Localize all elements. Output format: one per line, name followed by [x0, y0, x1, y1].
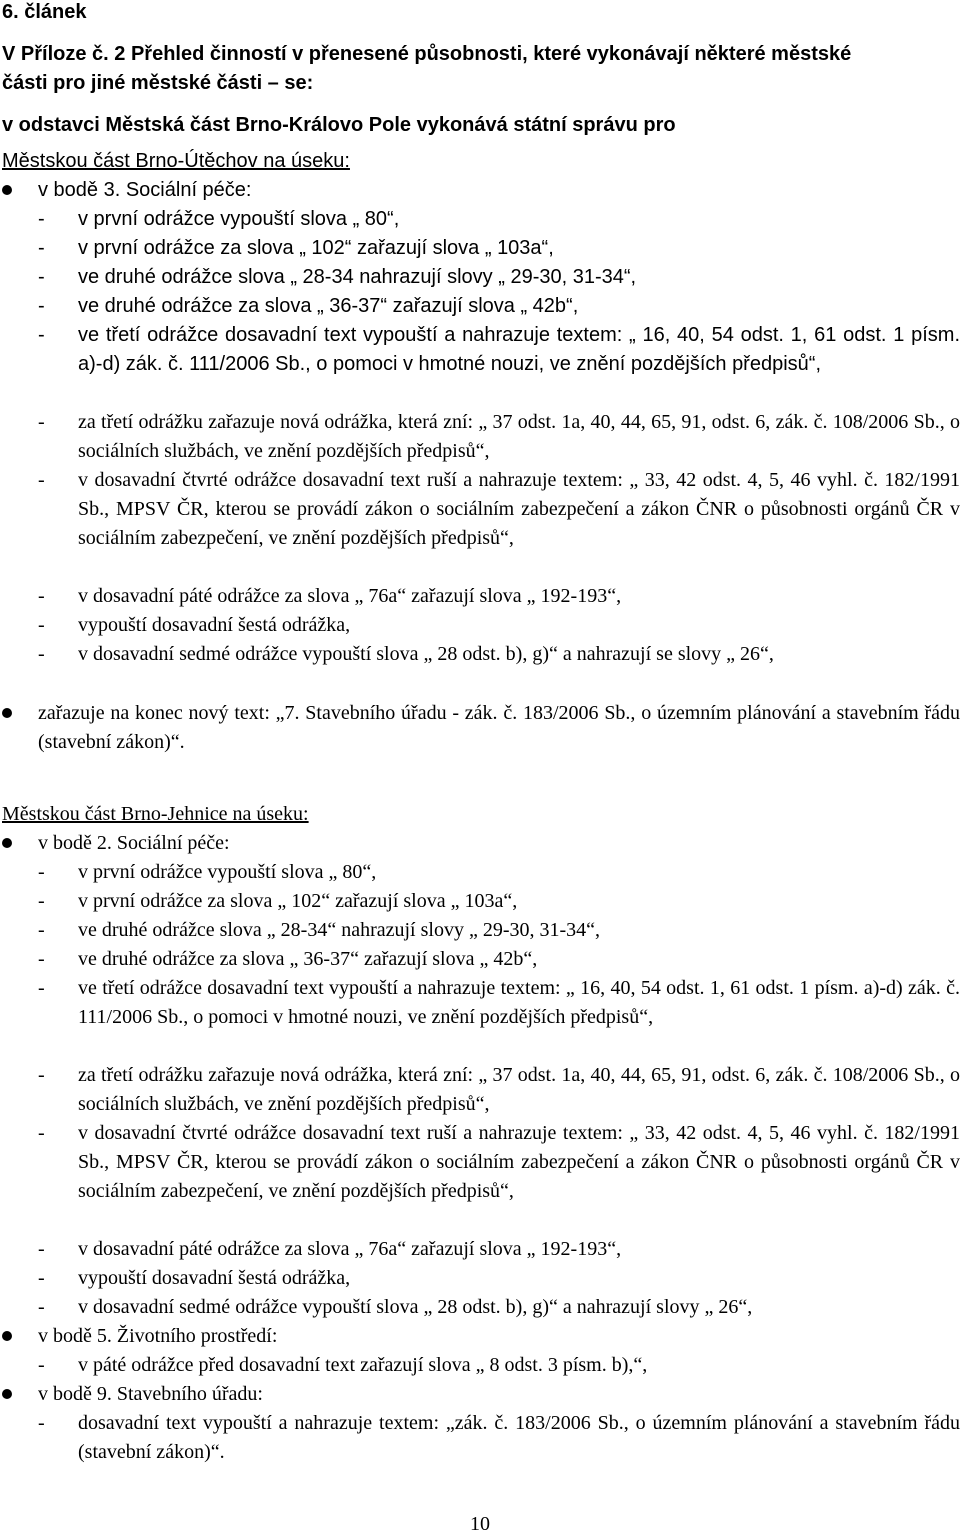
list-item: - za třetí odrážku zařazuje nová odrážka, která zní: „ 37 odst. 1a, 40, 44, 65, 91, odst. 6, zák. č. 108/2006 Sb., o sociálních službách, ve znění pozdějších předpisů“,: [38, 1064, 960, 1115]
list-item: - ve druhé odrážce za slova „ 36-37“ zařazují slova „ 42b“,: [38, 948, 538, 970]
section-title-utechov: Městskou část Brno-Útěchov na úseku:: [2, 150, 350, 172]
list-item: - ve třetí odrážce dosavadní text vypouští a nahrazuje textem: „ 16, 40, 54 odst. 1, 61 odst. 1 písm. a)-d) zák. č. 111/2006 Sb., o pomoci v hmotné nouzi, ve znění pozdějších předpisů“,: [38, 977, 960, 1028]
list-item: - za třetí odrážku zařazuje nová odrážka, která zní: „ 37 odst. 1a, 40, 44, 65, 91, odst. 6, zák. č. 108/2006 Sb., o sociálních službách, ve znění pozdějších předpisů“,: [38, 411, 960, 462]
bullet: [2, 1389, 12, 1399]
list-item: - v páté odrážce před dosavadní text zařazují slova „ 8 odst. 3 písm. b),“,: [38, 1354, 648, 1376]
bullet: [2, 708, 12, 718]
point-label: v bodě 9. Stavebního úřadu:: [38, 1383, 263, 1405]
bullet: [2, 185, 12, 195]
list-item: - v dosavadní sedmé odrážce vypouští slova „ 28 odst. b), g)“ a nahrazují se slovy „ 26“,: [38, 643, 774, 665]
list-item: - ve druhé odrážce za slova „ 36-37“ zařazují slova „ 42b“,: [38, 295, 579, 317]
list-item: - ve druhé odrážce slova „ 28-34 nahrazují slovy „ 29-30, 31-34“,: [38, 266, 637, 288]
bullet: [2, 1331, 12, 1341]
list-item: - v první odrážce za slova „ 102“ zařazují slova „ 103a“,: [38, 890, 518, 912]
list-item: - ve třetí odrážce dosavadní text vypouští a nahrazuje textem: „ 16, 40, 54 odst. 1, 61 odst. 1 písm. a)-d) zák. č. 111/2006 Sb., o pomoci v hmotné nouzi, ve znění pozdějších předpisů“,: [38, 324, 960, 375]
list-item: - v první odrážce vypouští slova „ 80“,: [38, 861, 377, 883]
list-item: - v dosavadní čtvrté odrážce dosavadní text ruší a nahrazuje textem: „ 33, 42 odst. 4, 5, 46 vyhl. č. 182/1991 Sb., MPSV ČR, kterou se provádí zákon o sociálním zabezpečení a zákon ČNR o působnosti orgánů ČR v sociálním zabezpečení, ve znění pozdějších předpisů“,: [38, 1122, 960, 1202]
list-item: - v první odrážce vypouští slova „ 80“,: [38, 208, 400, 230]
list-item: - ve druhé odrážce slova „ 28-34“ nahrazují slovy „ 29-30, 31-34“,: [38, 919, 601, 941]
page-number: 10: [470, 1513, 490, 1535]
point-text: zařazuje na konec nový text: „7. Stavebního úřadu - zák. č. 183/2006 Sb., o územním plánování a stavebním řádu (stavební zákon)“.: [38, 702, 960, 753]
intro-line-2: části pro jiné městské části – se:: [2, 72, 314, 94]
article-heading: 6. článek: [2, 1, 87, 23]
paragraph-reference: v odstavci Městská část Brno-Královo Pole vykonává státní správu pro: [2, 114, 676, 136]
list-item: - vypouští dosavadní šestá odrážka,: [38, 614, 351, 636]
list-item: - v dosavadní čtvrté odrážce dosavadní text ruší a nahrazuje textem: „ 33, 42 odst. 4, 5, 46 vyhl. č. 182/1991 Sb., MPSV ČR, kterou se provádí zákon o sociálním zabezpečení a zákon ČNR o působnosti orgánů ČR v sociálním zabezpečení, ve znění pozdějších předpisů“,: [38, 469, 960, 549]
list-item: - v dosavadní páté odrážce za slova „ 76a“ zařazují slova „ 192-193“,: [38, 1238, 622, 1260]
list-item: - dosavadní text vypouští a nahrazuje textem: „zák. č. 183/2006 Sb., o územním plánování a stavebním řádu (stavební zákon)“.: [38, 1412, 960, 1463]
list-item: - v první odrážce za slova „ 102“ zařazují slova „ 103a“,: [38, 237, 554, 259]
bullet: [2, 838, 12, 848]
section-title-jehnice: Městskou část Brno-Jehnice na úseku:: [2, 803, 309, 825]
intro-line-1: V Příloze č. 2 Přehled činností v přenesené působnosti, které vykonávají některé městské: [2, 43, 852, 65]
point-label: v bodě 5. Životního prostředí:: [38, 1325, 278, 1347]
list-item: - vypouští dosavadní šestá odrážka,: [38, 1267, 351, 1289]
point-label: v bodě 3. Sociální péče:: [38, 179, 252, 201]
point-label: v bodě 2. Sociální péče:: [38, 832, 230, 854]
list-item: - v dosavadní páté odrážce za slova „ 76a“ zařazují slova „ 192-193“,: [38, 585, 622, 607]
list-item: - v dosavadní sedmé odrážce vypouští slova „ 28 odst. b), g)“ a nahrazují slovy „ 26“,: [38, 1296, 753, 1318]
